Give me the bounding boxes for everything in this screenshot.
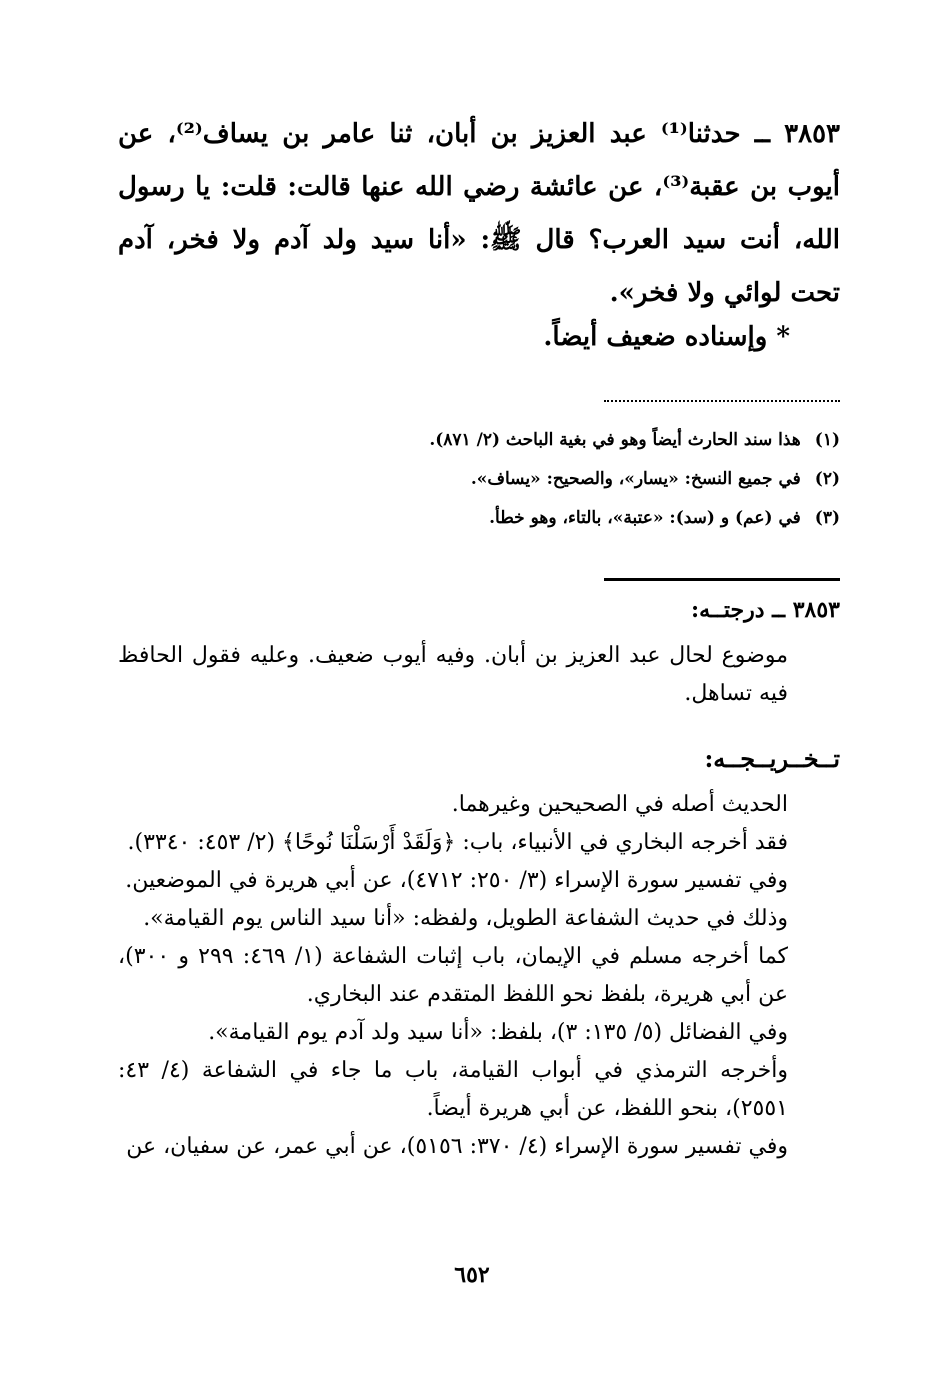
grade-text bbox=[118, 637, 840, 713]
section-divider bbox=[604, 578, 840, 581]
footnote-2 bbox=[118, 469, 840, 489]
takhrij-paragraph: الحديث أصله في الصحيحين وغيرهما. bbox=[451, 792, 788, 817]
isnad-note: * وإسناده ضعيف أيضاً. bbox=[543, 322, 790, 352]
takhrij-text bbox=[118, 786, 840, 1166]
hadith-text bbox=[118, 108, 840, 320]
takhrij-paragraph: فقد أخرجه البخاري في الأنبياء، باب: ﴿وَلَقَدْ أَرْسَلْنَا نُوحًا﴾ (٢/ ٤٥٣: ٣٣٤٠). bbox=[127, 830, 788, 855]
grade-paragraph: موضوع لحال عبد العزيز بن أبان. وفيه أيوب ضعيف. وعليه فقول الحافظ فيه تساهل. bbox=[118, 643, 788, 706]
hadith-paragraph: ٣٨٥٣ ــ حدثنا⁽¹⁾ عبد العزيز بن أبان، ثنا عامر بن يساف⁽²⁾، عن أيوب بن عقبة⁽³⁾، عن عائشة رضي الله عنها قالت: قلت: يا رسول الله، أنت سيد العرب؟ قال ﷺ: «أنا سيد ولد آدم ولا فخر، آدم تحت لوائي ولا فخر». bbox=[118, 119, 840, 308]
takhrij-title: تــخــريــجــه: bbox=[704, 744, 840, 773]
footnote-1 bbox=[118, 430, 840, 450]
takhrij-paragraph: وفي الفضائل (٥/ ١٣٥: ٣)، بلفظ: «أنا سيد ولد آدم يوم القيامة». bbox=[208, 1020, 788, 1045]
footnote-text: هذا سند الحارث أيضاً وهو في بغية الباحث (٢/ ٨٧١). bbox=[429, 430, 801, 450]
footnote-separator bbox=[604, 400, 840, 414]
footnote-number: (٢) bbox=[814, 469, 840, 489]
footnote-number: (٣) bbox=[814, 508, 840, 528]
footnote-text: في جميع النسخ: «يسار»، والصحيح: «يساف». bbox=[470, 469, 801, 489]
footnote-3 bbox=[118, 508, 840, 528]
grade-title: ٣٨٥٣ ــ درجتــه: bbox=[691, 597, 840, 623]
takhrij-paragraph: وأخرجه الترمذي في أبواب القيامة، باب ما جاء في الشفاعة (٤/ ٤٣: ٢٥٥١)، بنحو اللفظ، عن أبي هريرة أيضاً. bbox=[118, 1058, 789, 1121]
footnote-text: في (عم) و (سد): «عتبة»، بالتاء، وهو خطأ. bbox=[489, 508, 801, 528]
takhrij-paragraph: وفي تفسير سورة الإسراء (٣/ ٢٥٠: ٤٧١٢)، عن أبي هريرة في الموضعين. bbox=[125, 868, 788, 893]
takhrij-paragraph: وفي تفسير سورة الإسراء (٤/ ٣٧٠: ٥١٥٦)، عن أبي عمر، عن سفيان، عن bbox=[126, 1134, 788, 1159]
takhrij-paragraph: وذلك في حديث الشفاعة الطويل، ولفظه: «أنا سيد الناس يوم القيامة». bbox=[143, 906, 788, 931]
page-number: ٦٥٢ bbox=[454, 1262, 490, 1288]
footnote-number: (١) bbox=[814, 430, 840, 450]
takhrij-paragraph: كما أخرجه مسلم في الإيمان، باب إثبات الشفاعة (١/ ٤٦٩: ٢٩٩ و ٣٠٠)، عن أبي هريرة، بلفظ نحو اللفظ المتقدم عند البخاري. bbox=[118, 944, 789, 1007]
